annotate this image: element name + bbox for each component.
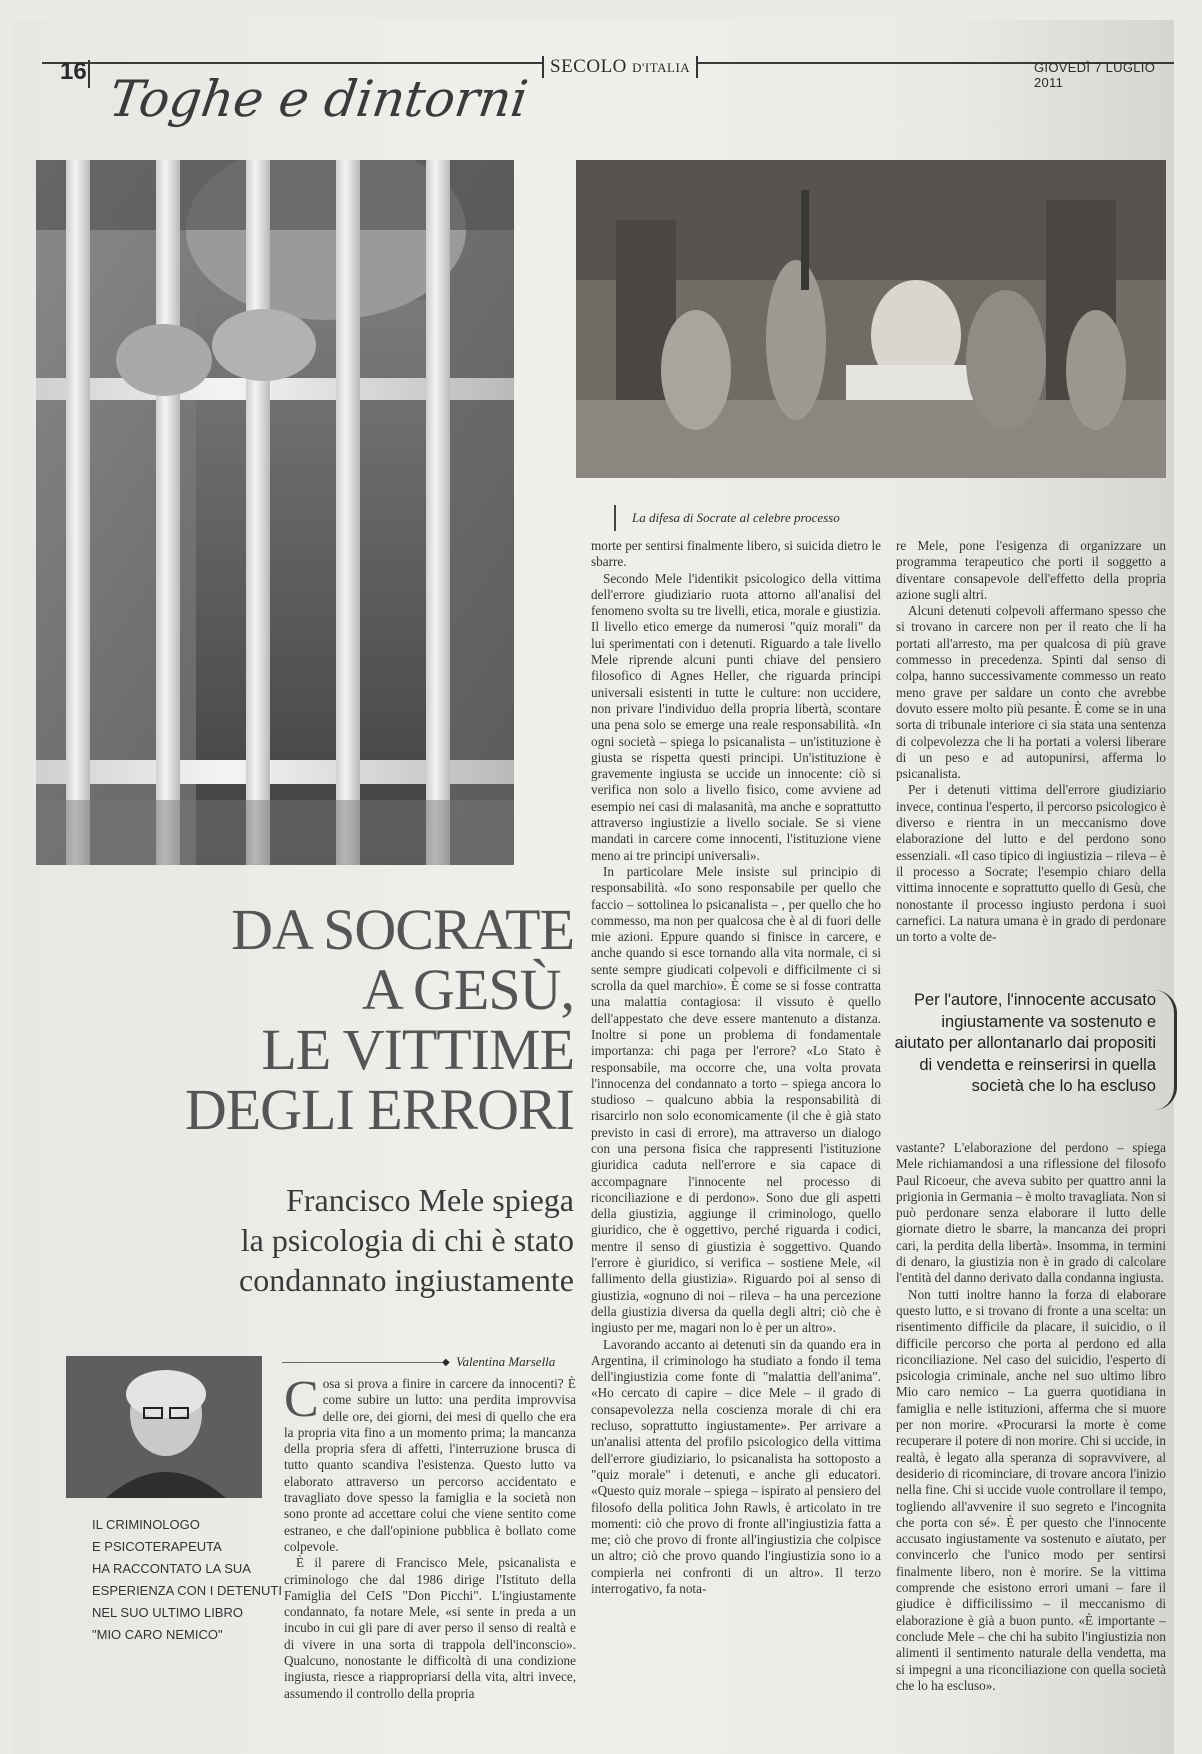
portrait-caption-line: "MIO CARO NEMICO" — [92, 1627, 223, 1642]
paragraph: re Mele, pone l'esigenza di organizzare un programma terapeutico che porti il soggetto a diventare consapevole dell'effetto della propria azione sugli altri. — [896, 538, 1166, 602]
paragraph: Per i detenuti vittima dell'errore giudiziario invece, continua l'esperto, il percorso psicologico è diverso e rientra in un meccanismo dove elaborazione del lutto e del perdono sono essenziali. «Il caso tipico di ingiustizia – rileva – è il processo a Socrate; l'esempio chiaro della vittima innocente e soprattutto quello di Gesù, che nonostante il processo ingiusto perdona i suoi carnefici. La natura umana è in grado di perdonare un torto a volte de- — [896, 782, 1166, 945]
photo-caption: La difesa di Socrate al celebre processo — [632, 510, 840, 525]
masthead-suffix: D'ITALIA — [632, 60, 691, 75]
portrait-caption-line: NEL SUO ULTIMO LIBRO — [92, 1605, 243, 1620]
portrait-caption-line: ESPERIENZA CON I DETENUTI — [92, 1583, 282, 1598]
drop-cap: C — [284, 1376, 319, 1428]
masthead-name: SECOLO — [550, 56, 627, 77]
article-column-3-top — [896, 538, 1166, 958]
byline-diamond-icon: ◆ — [442, 1357, 450, 1368]
article-column-3-bottom — [896, 1140, 1166, 1736]
subhead-line: condannato ingiustamente — [238, 1262, 574, 1298]
issue-date: GIOVEDÌ 7 LUGLIO 2011 — [1034, 60, 1156, 90]
author-portrait — [66, 1356, 262, 1498]
paragraph: Alcuni detenuti colpevoli affermano spesso che si trovano in carcere non per il reato che li ha portati all'arresto, ma per qualcosa di più grave commesso in precedenza. Spinti dal senso di colpa, hanno successivamente commesso un reato meno grave per saldare un conto che avrebbe dovuto essere molto più pesante. È come se in una sorta di tribunale interiore ci sia stata una sentenza di colpevolezza che li ha portati a volersi liberare di un peso e ad autopunirsi, afferma lo psicanalista. — [896, 603, 1166, 782]
masthead — [542, 56, 698, 78]
page-number: 16 — [60, 58, 87, 85]
paragraph: In particolare Mele insiste sul principio di responsabilità. «Io sono responsabile per quello che faccio – sottolinea lo psicanalista – , per quello che ho commesso, ma non per qualcosa che è al di fuori delle mie azioni. Eppure quando si finisce in carcere, e anche quando si esce tornando alla vita normale, ci si sente sempre giudicati colpevoli e difficilmente ci si scrolla da quel marchio». È come se si fosse contratta una malattia contagiosa: il vissuto è quello dell'appestato che deve essere mantenuto a distanza. Inoltre si pone un problema di fondamentale importanza: chi paga per l'errore? «Lo Stato è responsabile, ma occorre che, una volta provata l'innocenza del condannato a torto – spiega ancora lo studioso – qualcuno abbia la responsabilità di risarcirlo non solo economicamente (il che è già stato previsto in casi di errore), ma attraverso un dialogo con una persona fisica che rappresenti l'istituzione giuridica caduta nell'errore e sia capace di accompagnare l'innocente nel processo di riconciliazione e di perdono». Sono due gli aspetti della giustizia, aggiunge il criminologo, quello giuridico, che è oggettivo, perché riguarda i codici, mentre il senso di giustizia è soggettivo. Quando l'errore è giuridico, si verifica – sostiene Mele, «il fallimento della giustizia». Riguardo poi al senso di giustizia, «ognuno di noi – rileva – ha una percezione della giustizia diversa da quella degli altri; ciò che è ingiusto per me, magari non lo è per un altro». — [591, 863, 881, 1336]
portrait-caption-line: E PSICOTERAPEUTA — [92, 1539, 222, 1554]
paragraph: Secondo Mele l'identikit psicologico della vittima dell'errore giudiziario ruota attorno all'analisi del fenomeno svolta su tre livelli, etica, morale e giustizia. Il livello etico emerge da numerosi "quiz morali" da lui sperimentati con i detenuti. Riguardo a tale livello Mele riprende alcuni punti chiave del pensiero filosofico di Agnes Heller, che riguarda principi universali esistenti in tutte le culture: non uccidere, non privare l'individuo della propria libertà, scontare una pena solo se emerge una reale responsabilità. «In ogni società – spiega lo psicanalista – un'istituzione è giusta se rispetta questi principi. Un'istituzione è gravemente ingiusta se uccide un innocente: ciò si verifica non solo a livello fisico, come avviene ad esempio nei casi di malasanità, ma anche e soprattutto attraverso ingiustizie a livello sociale. Se si viene mandati in carcere come innocenti, l'istituzione viene meno ai tre principi universali». — [591, 570, 881, 863]
page-number-divider — [88, 60, 90, 88]
paragraph: morte per sentirsi finalmente libero, si suicida dietro le sbarre. — [591, 538, 881, 570]
subhead-line: la psicologia di chi è stato — [240, 1222, 574, 1258]
paragraph: Non tutti inoltre hanno la forza di elaborare questo lutto, e si trovano di fronte a una scelta: un risentimento difficile da placare, il suicidio, o il difficile percorso che porta al perdono ed alla riconciliazione. Nel caso del suicidio, l'esperto di psicologia criminale, anche nel suo ultimo libro Mio caro nemico – La guerra quotidiana in famiglia e nelle istituzioni, afferma che si muore per non morire. «Procurarsi la morte è come recuperare il potere di non morire. Chi si uccide, in realtà, è legato alla speranza di sopravvivere, al desiderio di ricominciare, di trovare ancora l'inizio nella fine. Chi si uccide vuole controllare il tempo, togliendo all'avvenire il suo segreto e l'incognita che porta con sé». È per questo che l'innocente accusato ingiustamente va sostenuto e aiutato, per convincerlo che l'unico modo per sentirsi finalmente libero, non è morire. Se la vittima comprende che esistono errori umani – fare il giudice è difficilissimo – il meccanismo di elaborazione è già a buon punto. «È importante – conclude Mele – che chi ha subito l'ingiustizia non alimenti il sentimento naturale della vendetta, ma si impegni a una riconciliazione con quella società che lo ha escluso». — [896, 1286, 1166, 1693]
article-column-2 — [591, 538, 881, 1736]
subhead-line: Francisco Mele spiega — [286, 1182, 574, 1218]
headline-line: DA SOCRATE — [231, 897, 574, 962]
paragraph: osa si prova a finire in carcere da innocenti? È come subire un lutto: una perdita improvvisa delle ore, dei giorni, dei mesi di quello che era la propria vita fino a un momento prima; la mancanza della propria sfera di affetti, l'interruzione brusca di tutto quanto scandiva l'esistenza. Questo lutto va elaborato attraverso un percorso accidentato e travagliato dove spesso la famiglia e la società non sono pronte ad accettare colui che viene sentito come estraneo, e che dall'opinione pubblica è bollato come colpevole. — [284, 1376, 576, 1554]
portrait-caption-line: HA RACCONTATO LA SUA — [92, 1561, 251, 1576]
caption-marker — [614, 505, 616, 531]
pull-quote: Per l'autore, l'innocente accusato ingiustamente va sostenuto e aiutato per allontanarlo dai propositi di vendetta e reinserirsi in quella società che lo ha escluso — [894, 991, 1156, 1095]
subheadline — [132, 1180, 574, 1300]
portrait-caption-line: IL CRIMINOLOGO — [92, 1517, 200, 1532]
headline — [124, 897, 574, 1142]
prison-bars-illustration — [36, 160, 514, 865]
byline-rule — [282, 1362, 442, 1363]
paragraph: Lavorando accanto ai detenuti sin da quando era in Argentina, il criminologo ha studiato a fondo il tema dell'ingiustizia come fonte di "malattia dell'anima". «Ho cercato di capire – dice Mele – il grado di consapevolezza nella coscienza morale di chi era recluso, soprattutto ingiustamente». Per arrivare a un'analisi attenta del profilo psicologico della vittima dell'errore giudiziario, lo psicanalista ha sottoposto a "quiz morale" i detenuti, e anche gli educatori. «Questo quiz morale – spiega – ispirato al pensiero del filosofo della politica John Rawls, è articolato in tre momenti: ciò che provo di fronte all'ingiustizia fatta a me; ciò che provo di fronte all'ingiustizia che colpisce un altro; ciò che provo quando l'ingiustizia sono io a compierla nei confronti di un altro». Il terzo interrogativo, fa nota- — [591, 1336, 881, 1596]
headline-line: LE VITTIME — [261, 1017, 574, 1082]
headline-line: A GESÙ, — [361, 957, 574, 1022]
portrait-illustration — [66, 1356, 262, 1498]
article-column-1 — [284, 1376, 576, 1736]
socrates-painting — [576, 160, 1166, 478]
paragraph: vastante? L'elaborazione del perdono – spiega Mele richiamandosi a una riflessione del filosofo Paul Ricoeur, che aveva subito per quattro anni la prigionia in Germania – è molto travagliata. Non si può perdonare senza elaborare il lutto delle giornate dietro le sbarre, la mancanza dei propri cari, la perdita della libertà». Insomma, in termini di denaro, la giustizia non è in grado di calcolare l'entità del danno derivato dalla condanna ingiusta. — [896, 1140, 1166, 1286]
pull-quote-bracket — [1154, 990, 1177, 1110]
headline-line: DEGLI ERRORI — [184, 1077, 574, 1142]
newspaper-page — [14, 20, 1174, 1754]
paragraph: È il parere di Francisco Mele, psicanalista e criminologo che dal 1986 dirige l'Istituto della Famiglia del CeIS "Don Picchi". L'ingiustamente condannato, fa notare Mele, «si sente in preda a un incubo in cui gli pare di aver perso il senso di realtà e di vivere in una sorta di trappola dell'inconscio». Qualcuno, nonostante le difficoltà di una condizione ingiusta, riesce a riappropriarsi della vita, altri invece, assumendo il controllo della propria — [284, 1555, 576, 1701]
prison-bars-photo — [36, 160, 514, 865]
socrates-painting-illustration — [576, 160, 1166, 478]
byline: Valentina Marsella — [456, 1354, 556, 1369]
portrait-caption — [92, 1514, 292, 1646]
section-title: Toghe e dintorni — [105, 70, 532, 128]
